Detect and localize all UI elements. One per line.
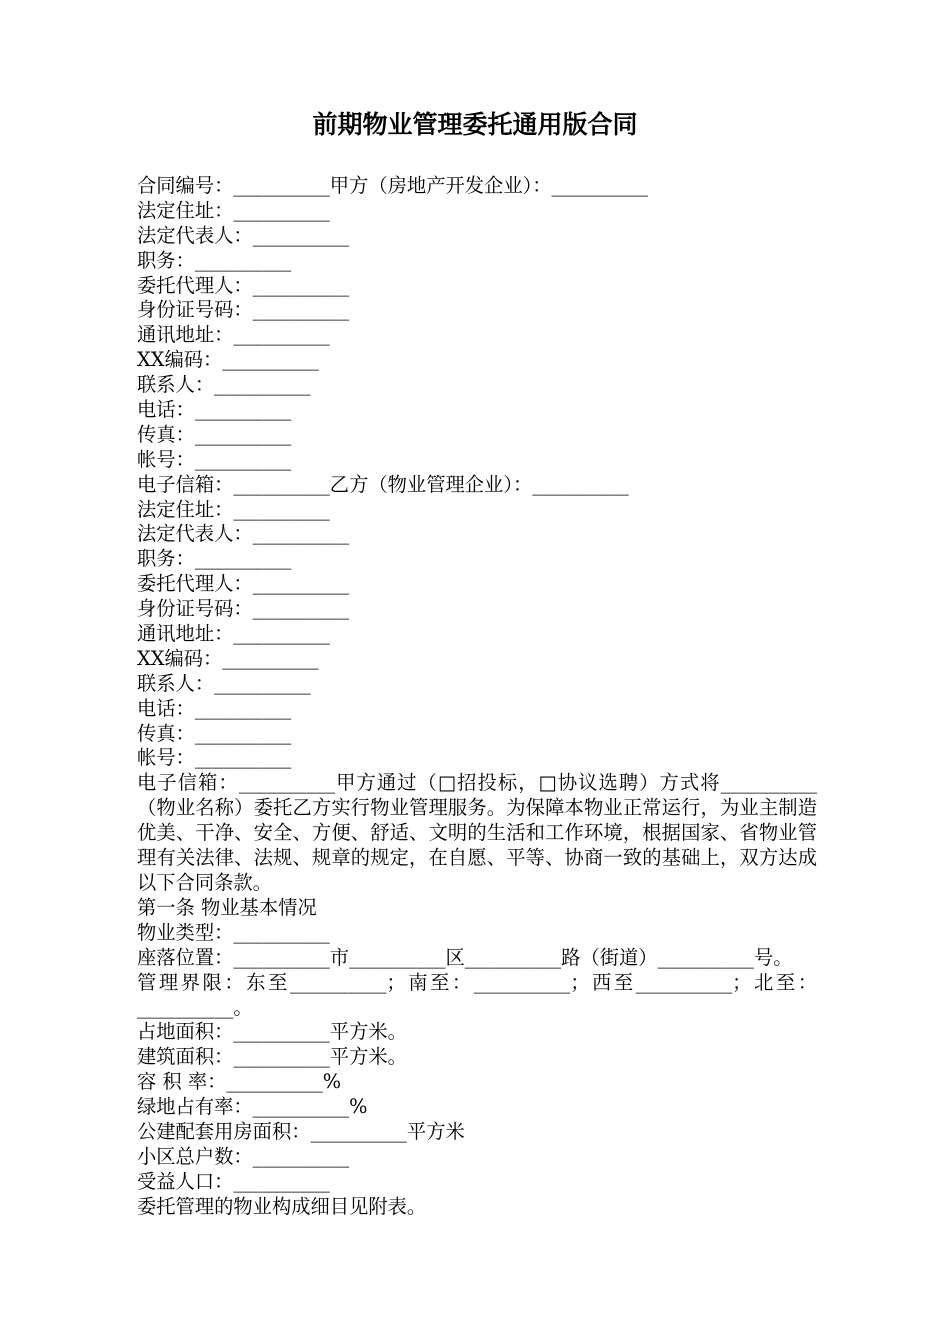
contract-line: 合同编号：__________甲方（房地产开发企业）：__________ xyxy=(137,174,648,197)
contract-body xyxy=(137,174,817,1220)
location-line: 座落位置：__________市__________区__________路（街道）__________号。 xyxy=(137,945,793,969)
boundaries-line: 管理界限：东至__________；南至：__________；西至__________；北至：__________。 xyxy=(137,970,817,1019)
article-heading: 第一条 物业基本情况 xyxy=(137,895,317,919)
intro-paragraph: 电子信箱：__________甲方通过（□招投标，□协议选聘）方式将__________（物业名称）委托乙方实行物业管理服务。为保障本物业正常运行，为业主制造优美、干净、安全、方便、舒适、文明的生活和工作环境，根据国家、省物业管理有关法律、法规、规章的规定，在自愿、平等、协商一致的基础上，双方达成以下合同条款。 xyxy=(137,771,817,894)
contract-line: 通讯地址：__________ xyxy=(137,622,330,646)
contract-line: 电话：__________ xyxy=(137,696,292,720)
contract-line: 委托代理人：__________ xyxy=(137,572,350,596)
contract-line: 传真：__________ xyxy=(137,721,292,745)
contract-line: 传真：__________ xyxy=(137,422,292,446)
contract-line: 帐号：__________ xyxy=(137,746,292,770)
contract-line: XX编码：__________ xyxy=(137,646,319,670)
detail-line: 公建配套用房面积：__________平方米 xyxy=(137,1119,465,1143)
property-type-line: 物业类型：__________ xyxy=(137,920,330,944)
contract-line: 法定代表人：__________ xyxy=(137,223,350,247)
contract-line: 电话：__________ xyxy=(137,398,292,422)
detail-line: 容 积 率：__________% xyxy=(137,1070,342,1094)
property-details xyxy=(137,1020,817,1219)
detail-line: 建筑面积：__________平方米。 xyxy=(137,1045,407,1069)
contract-line: 法定住址：__________ xyxy=(137,497,330,521)
contract-line: 委托代理人：__________ xyxy=(137,273,350,297)
page-title: 前期物业管理委托通用版合同 xyxy=(312,110,638,139)
contract-line: 通讯地址：__________ xyxy=(137,323,330,347)
detail-line: 受益人口：__________ xyxy=(137,1169,330,1193)
contract-line: 职务：__________ xyxy=(137,547,292,571)
contract-line: 帐号：__________ xyxy=(137,447,292,471)
contract-line: 联系人：__________ xyxy=(137,671,311,695)
contract-line: 身份证号码：__________ xyxy=(137,597,350,621)
contract-line: 职务：__________ xyxy=(137,248,292,272)
contract-line: 法定代表人：__________ xyxy=(137,522,350,546)
detail-line: 委托管理的物业构成细目见附表。 xyxy=(137,1194,427,1218)
detail-line: 小区总户数：__________ xyxy=(137,1144,350,1168)
contract-line: 法定住址：__________ xyxy=(137,198,330,222)
party-info-lines xyxy=(137,174,817,771)
contract-line: 电子信箱：__________乙方（物业管理企业）：__________ xyxy=(137,472,629,496)
contract-line: XX编码：__________ xyxy=(137,348,319,372)
detail-line: 绿地占有率：__________% xyxy=(137,1095,368,1119)
contract-line: 身份证号码：__________ xyxy=(137,298,350,322)
detail-line: 占地面积：__________平方米。 xyxy=(137,1020,407,1044)
contract-line: 联系人：__________ xyxy=(137,373,311,397)
